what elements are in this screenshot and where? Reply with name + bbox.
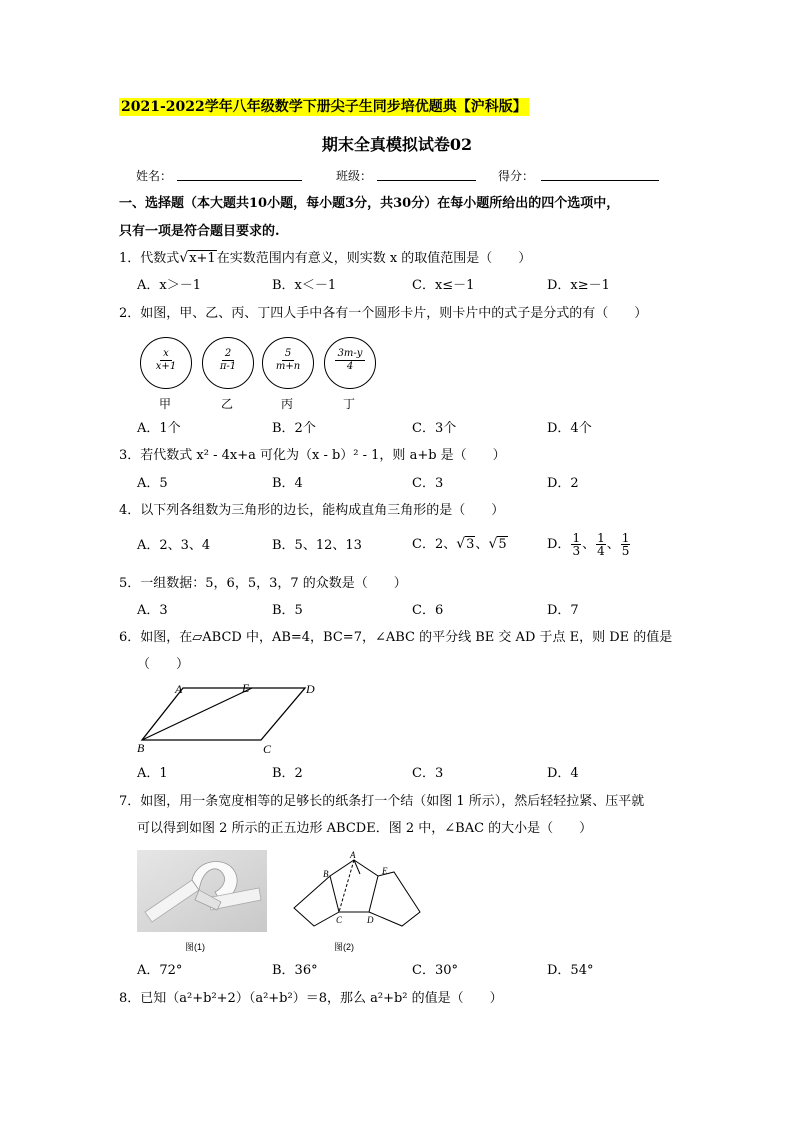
q6-stem-line2: （ ） <box>137 657 190 672</box>
q7-option-a[interactable]: A．72° <box>137 963 183 978</box>
q1-option-d[interactable]: D．x≥－1 <box>547 278 610 293</box>
class-blank[interactable] <box>377 180 476 181</box>
q4-option-c[interactable]: C．2、√3、√5 <box>412 536 507 552</box>
q4-d-frac1-den: 3 <box>572 544 581 558</box>
label-a: A <box>175 682 183 696</box>
score-label: 得分： <box>498 169 535 183</box>
card-ding-den: 4 <box>346 361 354 372</box>
q1-sqrt: √x+1 <box>179 250 216 266</box>
q4-option-d[interactable] <box>547 532 631 557</box>
card-jia-den: x+1 <box>155 361 177 372</box>
q3-option-d[interactable]: D．2 <box>547 476 579 491</box>
q6-option-a[interactable]: A．1 <box>137 766 168 781</box>
card-ding-num: 3m-y <box>335 348 366 361</box>
section-heading-line2: 只有一项是符合题目要求的. <box>119 224 280 239</box>
q4-d-pre: D． <box>547 537 571 552</box>
fig2-caption: 图(2) <box>334 942 354 952</box>
p-label-d: D <box>367 915 374 925</box>
q1-post: 在实数范围内有意义，则实数 x 的取值范围是（ ） <box>216 251 532 266</box>
q4-c-sep: 、 <box>475 537 489 552</box>
q5-option-a[interactable]: A．3 <box>137 603 168 618</box>
doc-banner: 2021-2022学年八年级数学下册尖子生同步培优题典【沪科版】 <box>121 99 527 115</box>
q6-option-d[interactable]: D．4 <box>547 766 579 781</box>
q7-stem-line2: 可以得到如图 2 所示的正五边形 ABCDE．图 2 中，∠BAC 的大小是（ ） <box>137 821 593 836</box>
card-bing-num: 5 <box>282 348 294 361</box>
card-yi-label: 乙 <box>221 397 234 411</box>
q3-option-a[interactable]: A．5 <box>137 476 168 491</box>
p-label-a: A <box>350 850 356 860</box>
q5-option-b[interactable]: B．5 <box>272 603 303 618</box>
parallelogram-abcd <box>142 688 305 740</box>
q7-option-c[interactable]: C．30° <box>412 963 458 978</box>
q1-option-b[interactable]: B．x＜－1 <box>272 278 337 293</box>
fig1-caption: 图(1) <box>185 942 205 952</box>
q7-option-d[interactable]: D．54° <box>547 963 594 978</box>
q4-d-frac2-num: 1 <box>597 531 605 545</box>
segment-be <box>142 688 252 740</box>
q3-option-b[interactable]: B．4 <box>272 476 303 491</box>
card-bing <box>262 337 314 389</box>
name-blank[interactable] <box>177 180 302 181</box>
q5-stem: 5．一组数据：5，6，5，3，7 的众数是（ ） <box>119 576 407 591</box>
name-label: 姓名： <box>136 169 173 183</box>
q1-option-a[interactable]: A．x＞－1 <box>137 278 201 293</box>
q7-option-b[interactable]: B．36° <box>272 963 318 978</box>
q8-stem: 8．已知（a²+b²+2）（a²+b²）＝8，那么 a²+b² 的值是（ ） <box>119 991 503 1006</box>
card-ding <box>324 337 376 389</box>
q3-option-c[interactable]: C．3 <box>412 476 444 491</box>
p-label-b: B <box>323 869 329 879</box>
q4-d-frac3-num: 1 <box>621 531 630 545</box>
score-blank[interactable] <box>541 180 659 181</box>
q2-option-d[interactable]: D．4个 <box>547 421 592 436</box>
q6-option-b[interactable]: B．2 <box>272 766 303 781</box>
q1-pre: 1．代数式 <box>119 251 180 266</box>
label-c: C <box>263 742 272 756</box>
card-bing-den: m+n <box>275 361 301 372</box>
card-bing-label: 丙 <box>281 397 294 411</box>
q4-c-root1: 3 <box>466 537 475 552</box>
q7-stem-line1: 7．如图，用一条宽度相等的足够长的纸条打一个结（如图 1 所示），然后轻轻拉紧、压平就 <box>119 794 645 809</box>
q5-option-d[interactable]: D．7 <box>547 603 579 618</box>
q4-d-sep1: 、 <box>582 537 596 552</box>
q1-stem <box>119 250 531 267</box>
card-ding-label: 丁 <box>343 397 356 411</box>
q2-stem: 2．如图，甲、乙、丙、丁四人手中各有一个圆形卡片，则卡片中的式子是分式的有（ ） <box>119 306 648 321</box>
q1-option-c[interactable]: C．x≤－1 <box>412 278 475 293</box>
q4-d-frac2-den: 4 <box>597 544 605 558</box>
page-title: 期末全真模拟试卷02 <box>321 135 473 154</box>
q4-stem: 4．以下列各组数为三角形的边长，能构成直角三角形的是（ ） <box>119 503 505 518</box>
q4-d-frac3-den: 5 <box>621 544 630 558</box>
label-d: D <box>306 682 315 696</box>
card-yi-num: 2 <box>222 348 234 361</box>
pentagon-abcde <box>330 860 378 912</box>
p-label-e: E <box>382 866 388 876</box>
q4-option-b[interactable]: B．5、12、13 <box>272 538 362 553</box>
section-heading-line1: 一、选择题（本大题共10小题，每小题3分，共30分）在每小题所给出的四个选项中， <box>119 196 620 211</box>
parallelogram-figure <box>135 680 325 760</box>
paper-knot-photo <box>137 850 267 932</box>
card-jia <box>140 337 192 389</box>
p-label-c: C <box>336 915 343 925</box>
card-jia-num: x <box>160 348 172 361</box>
q4-d-frac1-num: 1 <box>572 531 581 545</box>
label-e: E <box>242 681 250 695</box>
q6-stem-line1: 6．如图，在▱ABCD 中，AB=4，BC=7，∠ABC 的平分线 BE 交 AD 于点 E，则 DE 的值是 <box>119 630 673 645</box>
q3-stem: 3．若代数式 x² - 4x+a 可化为（x - b）² - 1，则 a+b 是（ ） <box>119 448 506 463</box>
q4-option-a[interactable]: A．2、3、4 <box>137 538 211 553</box>
q5-option-c[interactable]: C．6 <box>412 603 444 618</box>
q2-option-b[interactable]: B．2个 <box>272 421 316 436</box>
q1-radicand: x+1 <box>189 251 216 266</box>
q4-c-pre: C．2、 <box>412 537 457 552</box>
label-b: B <box>137 741 145 755</box>
q4-c-root2: 5 <box>498 537 507 552</box>
q4-d-sep2: 、 <box>606 537 620 552</box>
q2-option-c[interactable]: C．3个 <box>412 421 457 436</box>
card-yi-den: π-1 <box>219 361 237 372</box>
q6-option-c[interactable]: C．3 <box>412 766 444 781</box>
class-label: 班级： <box>336 169 373 183</box>
card-yi <box>202 337 254 389</box>
q2-option-a[interactable]: A．1个 <box>137 421 181 436</box>
diagonal-ac <box>339 860 354 912</box>
card-jia-label: 甲 <box>159 397 172 411</box>
pentagon-figure <box>290 850 430 932</box>
